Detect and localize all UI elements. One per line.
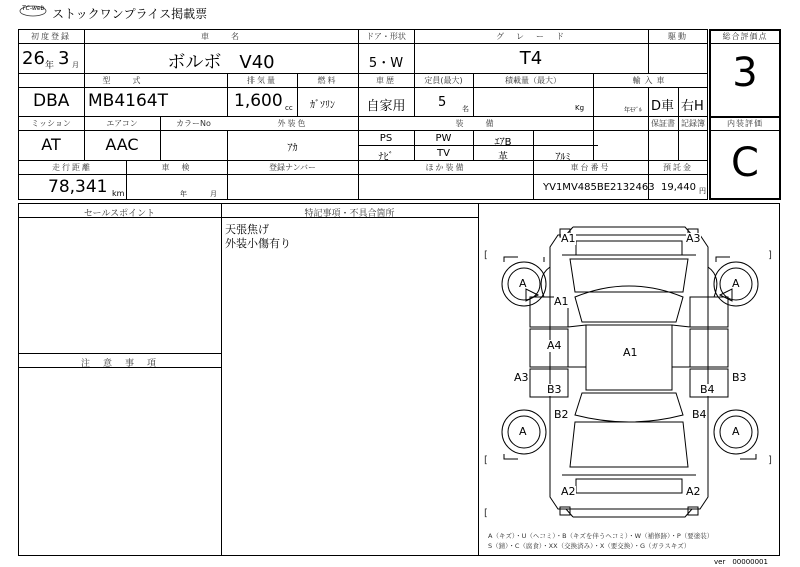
logo: [19, 3, 47, 17]
label-inspection: 車 検: [161, 163, 192, 172]
label-car-name: 車 名: [201, 32, 241, 41]
km-unit: km: [112, 189, 125, 198]
label-first-reg: 初度登録: [31, 32, 71, 41]
damage-wheel-fr: A: [732, 277, 740, 290]
label-record: 記録簿: [681, 119, 705, 128]
damage-roof: A1: [623, 346, 638, 359]
load-unit: Kg: [575, 104, 585, 112]
bracket: [: [484, 508, 488, 519]
yen-unit: 円: [699, 187, 706, 195]
damage-rear-right: A2: [686, 485, 701, 498]
equip-item: TV: [437, 148, 450, 159]
label-door-shape: ドア・形状: [366, 32, 406, 41]
label-color-no: カラーNo: [176, 119, 211, 128]
version: ver 00000001: [714, 558, 768, 566]
equip-item: 革: [498, 152, 508, 163]
deposit: 19,440: [661, 182, 696, 193]
bracket: ]: [768, 455, 772, 466]
damage-wheel-fl: A: [519, 277, 527, 290]
equip-item: PW: [435, 133, 452, 144]
label-interior-score: 内装評価: [727, 119, 763, 128]
equip-item: ｴｱB: [494, 137, 512, 148]
label-overall-score: 総合評価点: [722, 32, 768, 41]
damage-right-rear: B4: [692, 408, 707, 421]
label-equipment: 装 備: [455, 119, 496, 128]
label-fuel: 燃料: [317, 76, 338, 85]
interior-score: C: [731, 140, 759, 186]
bracket: [: [484, 455, 488, 466]
label-load: 積載量（最大）: [505, 76, 561, 85]
car-name: ボルボ V40: [167, 52, 275, 73]
label-mission: ミッション: [31, 119, 71, 128]
label-exterior-color: 外装色: [277, 119, 308, 128]
exterior-color: ｱｶ: [287, 143, 298, 154]
label-warranty: 保証書: [651, 119, 675, 128]
label-history: 車歴: [376, 76, 396, 85]
note-line: 外装小傷有り: [225, 237, 291, 250]
damage-wheel-rl: A: [519, 425, 527, 438]
label-import: 輸入車: [632, 76, 669, 85]
insp-month-unit: 月: [210, 190, 217, 198]
dealer-type: D車: [651, 99, 675, 114]
damage-right-door: B4: [700, 383, 715, 396]
sales-point-label: セールスポイント: [83, 209, 156, 219]
equip-item: ｱﾙﾐ: [555, 152, 571, 163]
label-deposit: 預託金: [663, 163, 693, 172]
label-drive: 駆動: [668, 32, 688, 41]
insp-year-unit: 年: [180, 190, 187, 198]
logo-text: TC-web: [22, 5, 45, 12]
displacement: 1,600: [234, 91, 283, 111]
damage-front-right: A3: [686, 232, 701, 245]
damage-left-rear: B2: [554, 408, 569, 421]
door-shape: 5・W: [368, 56, 404, 71]
label-grade: グ レ ー ド: [496, 32, 566, 41]
month-unit: 月: [72, 61, 79, 69]
chassis-number: YV1MV485BE2132463: [543, 182, 655, 193]
history: 自家用: [366, 99, 406, 114]
first-reg-year: 26: [22, 48, 45, 69]
cc-unit: cc: [285, 104, 293, 112]
model: MB4164T: [88, 91, 168, 111]
caution-label: 注 意 事 項: [80, 359, 158, 369]
year-unit: 年: [45, 61, 55, 71]
first-reg-month: 3: [58, 48, 70, 69]
label-capacity: 定員(最大): [424, 76, 463, 85]
label-aircon: エアコン: [106, 119, 138, 128]
label-mileage: 走行距離: [52, 163, 92, 172]
damage-left-door-rear: B3: [547, 383, 562, 396]
overall-score: 3: [732, 50, 758, 96]
label-model: 型 式: [102, 76, 143, 85]
handle-side: 右H: [681, 99, 704, 114]
damage-wheel-rr: A: [732, 425, 740, 438]
damage-front-left: A1: [561, 232, 576, 245]
model-year-label: 年ﾓﾃﾞﾙ: [624, 107, 643, 114]
equip-item: PS: [379, 133, 393, 144]
grade: T4: [519, 48, 543, 69]
label-reg-number: 登録ナンバー: [268, 163, 317, 172]
damage-hood: A1: [554, 295, 569, 308]
damage-left-door-front: A3: [514, 371, 529, 384]
label-other-equipment: ほか装備: [425, 163, 466, 172]
bracket: [: [484, 250, 488, 261]
damage-left-fender: A4: [547, 339, 562, 352]
bracket: ]: [768, 250, 772, 261]
note-line: 天張焦げ: [225, 223, 269, 236]
damage-right-side: B3: [732, 371, 747, 384]
label-displacement: 排気量: [247, 76, 277, 85]
legend-line: S（錆）・C（腐食）・XX（交換済み）・X（要交換）・G（ガラスキズ）: [488, 542, 691, 550]
notes-label: 特記事項・不具合箇所: [304, 209, 395, 219]
mission: AT: [41, 135, 61, 154]
aircon: AAC: [105, 135, 139, 154]
mileage: 78,341: [48, 177, 108, 197]
model-prefix: DBA: [33, 91, 70, 111]
legend-line: A（キズ）・U（ヘコミ）・B（キズを伴うヘコミ）・W（補修跡）・P（要塗装）: [488, 532, 714, 540]
fuel: ｶﾞｿﾘﾝ: [310, 100, 335, 111]
capacity-unit: 名: [462, 105, 469, 113]
damage-rear-left: A2: [561, 485, 576, 498]
page-title: ストックワンプライス掲載票: [52, 7, 208, 21]
capacity: 5: [438, 95, 447, 110]
equip-item: ﾅﾋﾞ: [378, 152, 394, 163]
label-chassis: 車台番号: [570, 163, 611, 172]
